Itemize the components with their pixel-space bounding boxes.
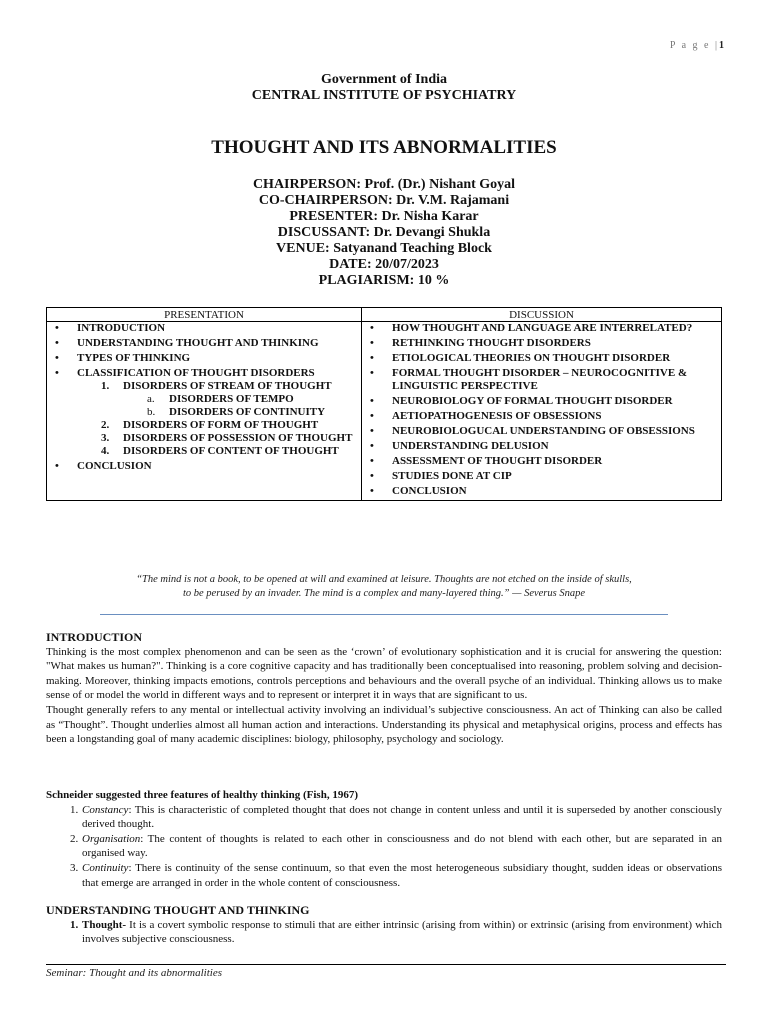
list-item: • TYPES OF THINKING [47,352,361,365]
subsub-label: DISORDERS OF TEMPO [169,393,294,405]
introduction-section [46,630,722,747]
item-text: : There is continuity of the sense continuum, so that even the most heterogeneous subsidiary thought, sudden ideas or observations that emerge are arranged in order in the whole content of consciousness. [82,861,722,889]
sub-list-item [101,419,361,432]
quote-line-1: “The mind is not a book, to be opened at will and examined at leisure. Thoughts are not etched on the inside of skulls, [136,574,632,585]
item-text: : This is characteristic of completed thought that does not change in content unless and until it is superseded by another consciously derived thought. [82,803,722,831]
introduction-paragraph-1: Thinking is the most complex phenomenon and can be seen as the ‘crown’ of evolutionary sophistication and it is crucial for answering the question: "What makes us human?". Thinking is a core cognitive capacity and has traditionally been conceptualised into reasoning, problem solving and decision-making. Moreover, thinking impacts emotions, controls perceptions and behaviours and the overall psyche of an individual. Thinking allows us to make sense of or model the world in different ways and to represent or interpret it in ways that are significant to us. [46,645,722,702]
sub-number: 2. [101,419,110,431]
item-text: : The content of thoughts is related to each other in consciousness and do not blend with each other, but are separated in an organised way. [82,832,722,860]
footer-text: Seminar: Thought and its abnormalities [46,967,223,979]
item-number: 1. [70,803,79,816]
subsub-letter: b. [147,406,156,418]
list-item: • RETHINKING THOUGHT DISORDERS [362,337,721,350]
list-item [46,832,722,861]
quote-line-2: to be perused by an invader. The mind is a complex and many-layered thing.” — Severus Snape [182,588,586,599]
list-item: • STUDIES DONE AT CIP [362,470,721,483]
sub-label: DISORDERS OF CONTENT OF THOUGHT [123,445,339,457]
list-item: • NEUROBIOLOGY OF FORMAL THOUGHT DISORDER [362,395,721,408]
list-item: • UNDERSTANDING THOUGHT AND THINKING [47,337,361,350]
item-text: It is a covert symbolic response to stimuli that are either intrinsic (arising from within) or extrinsic (arising from environment) which involves subjective consciousness. [82,918,722,946]
discussant-line: DISCUSSANT: Dr. Devangi Shukla [277,225,491,240]
subsub-list-item [147,406,361,419]
item-number: 2. [70,832,79,845]
presentation-cell [47,322,362,501]
venue-line: VENUE: Satyanand Teaching Block [276,241,492,256]
presentation-list [47,322,361,473]
stream-sublist [123,393,361,419]
government-line: Government of India [321,72,447,87]
item-term: Organisation [82,832,141,845]
list-item: • CONCLUSION [362,485,721,498]
sub-label: DISORDERS OF FORM OF THOUGHT [123,419,319,431]
sub-list-item [101,432,361,445]
discussion-header: DISCUSSION [362,308,722,322]
introduction-paragraph-2: Thought generally refers to any mental or intellectual activity involving an individual’s subjective consciousness. An act of Thinking can also be called as “Thought”. Thought underlies almost all human action and interactions. Understanding its physical and metaphysical origins, process and effects has been a longstanding goal of many academic disciplines: biology, philosophy, psychology and sociology. [46,703,722,746]
list-item [47,367,361,458]
sub-label: DISORDERS OF POSSESSION OF THOUGHT [123,432,353,444]
presenter-line: PRESENTER: Dr. Nisha Karar [289,209,479,224]
understanding-section [46,903,722,947]
subsub-letter: a. [147,393,155,405]
topics-table [46,307,722,501]
chairperson-line: CHAIRPERSON: Prof. (Dr.) Nishant Goyal [252,177,516,192]
epigraph-quote [50,573,718,601]
sub-list-item [101,445,361,458]
date-line: DATE: 20/07/2023 [329,257,439,272]
list-item: • AETIOPATHOGENESIS OF OBSESSIONS [362,410,721,423]
page-label: P a g e | [669,40,719,51]
item-term: Continuity [82,861,129,874]
item-number: 3. [70,861,79,874]
list-item [46,918,722,947]
sub-number: 1. [101,380,110,392]
list-item: • UNDERSTANDING DELUSION [362,440,721,453]
list-item: • INTRODUCTION [47,322,361,335]
page-number-value: 1 [719,40,724,51]
understanding-list [46,918,722,947]
sub-number: 4. [101,445,110,457]
list-item: • FORMAL THOUGHT DISORDER – NEUROCOGNITIVE & LINGUISTIC PERSPECTIVE [362,367,721,393]
list-item [46,803,722,832]
subsub-list-item [147,393,361,406]
footer-divider [46,964,726,965]
sub-list-item [101,380,361,419]
classification-sublist [77,380,361,458]
list-item: • ETIOLOGICAL THEORIES ON THOUGHT DISORDER [362,352,721,365]
discussion-list [362,322,721,498]
presentation-header: PRESENTATION [47,308,362,322]
quote-divider [100,614,668,615]
plagiarism-line: PLAGIARISM: 10 % [318,273,450,288]
schneider-list [46,803,722,891]
item-term: Constancy [82,803,129,816]
item-number: 1. [70,918,79,931]
introduction-heading: INTRODUCTION [46,630,143,644]
classification-label: CLASSIFICATION OF THOUGHT DISORDERS [77,367,315,379]
list-item [46,861,722,890]
subsub-label: DISORDERS OF CONTINUITY [169,406,326,418]
list-item: • CONCLUSION [47,460,361,473]
list-item: • NEUROBIOLOGUCAL UNDERSTANDING OF OBSESSIONS [362,425,721,438]
institute-name: CENTRAL INSTITUTE OF PSYCHIATRY [251,88,517,103]
document-title: THOUGHT AND ITS ABNORMALITIES [211,137,557,158]
roles-block [0,177,768,289]
schneider-section [46,788,722,890]
co-chairperson-line: CO-CHAIRPERSON: Dr. V.M. Rajamani [258,193,510,208]
list-item: • HOW THOUGHT AND LANGUAGE ARE INTERRELATED? [362,322,721,335]
item-term: Thought- [82,918,127,931]
discussion-cell [362,322,722,501]
schneider-heading: Schneider suggested three features of healthy thinking (Fish, 1967) [46,789,358,801]
list-item: • ASSESSMENT OF THOUGHT DISORDER [362,455,721,468]
page-number [670,40,724,51]
sub-label: DISORDERS OF STREAM OF THOUGHT [123,380,332,392]
sub-number: 3. [101,432,110,444]
understanding-heading: UNDERSTANDING THOUGHT AND THINKING [46,903,310,917]
